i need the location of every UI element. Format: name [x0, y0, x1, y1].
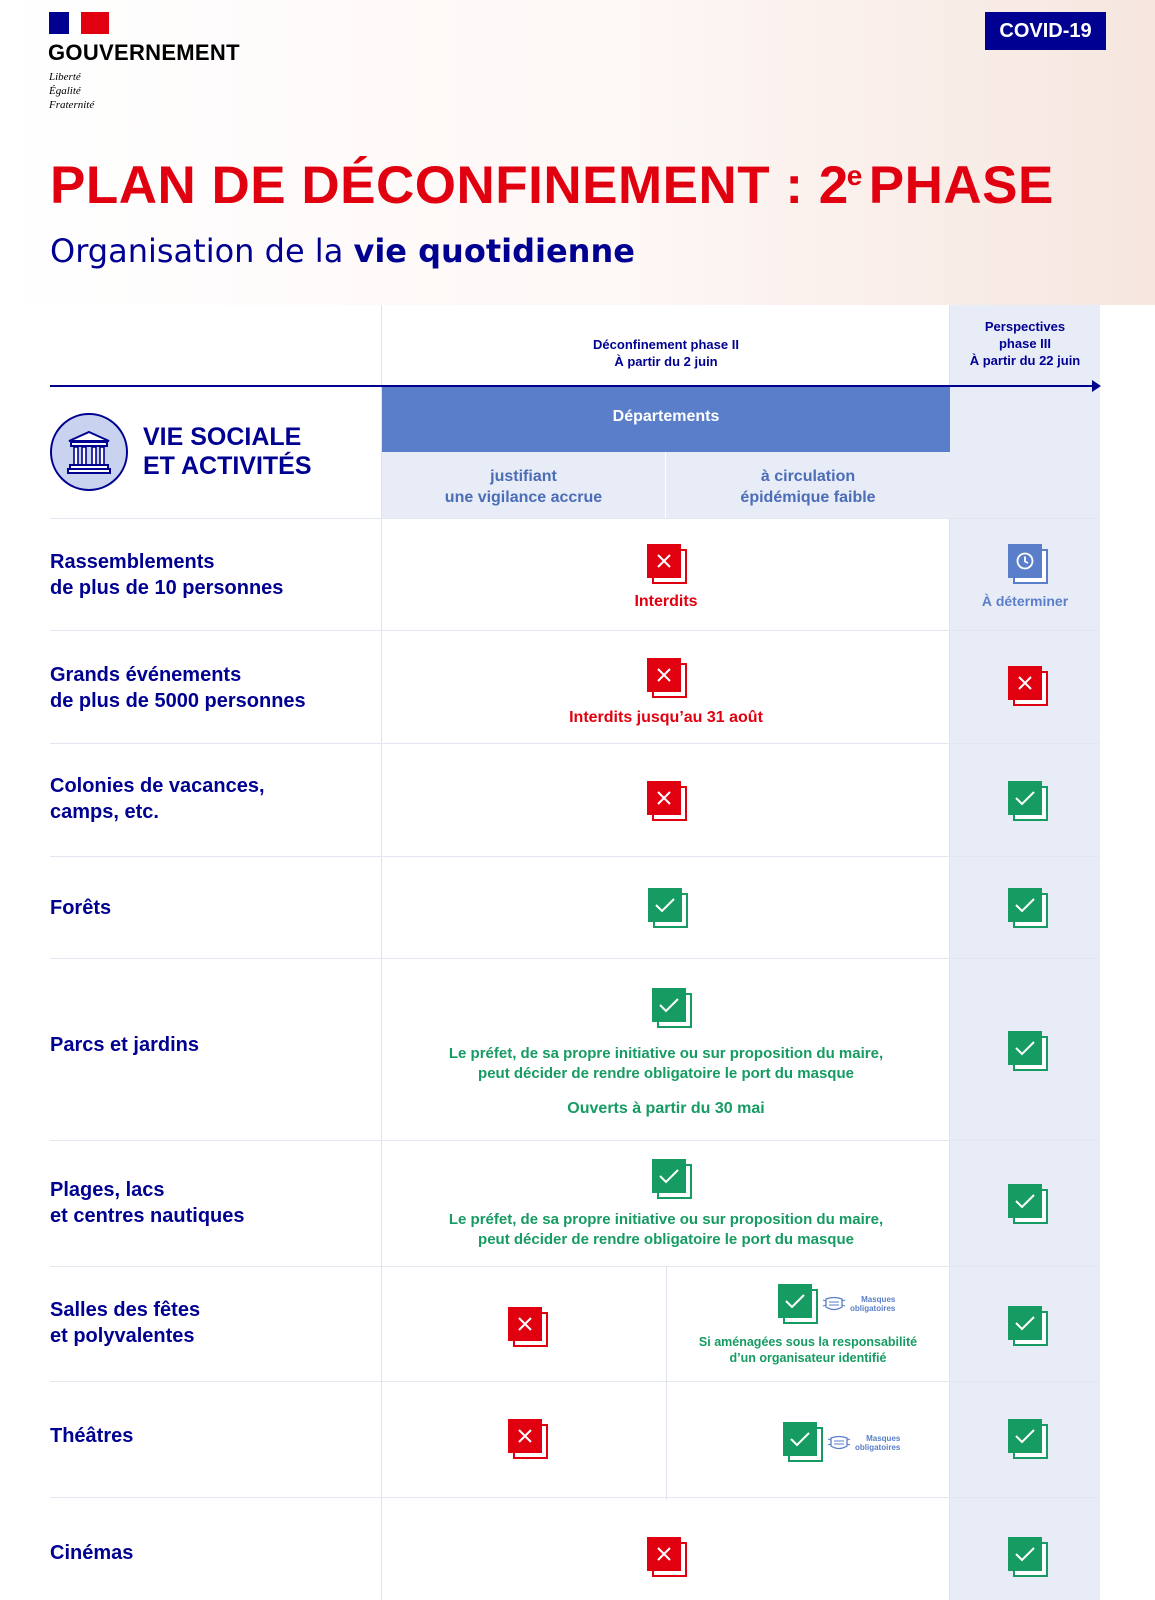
title-end: PHASE — [868, 156, 1054, 215]
x-icon — [647, 658, 687, 698]
building-icon — [50, 413, 128, 491]
covid-badge: COVID-19 — [985, 12, 1106, 50]
clock-icon — [1008, 544, 1048, 584]
row-label-parcs — [50, 1032, 370, 1058]
subtitle-bold: vie quotidienne — [353, 232, 635, 270]
phase2-opening-note: Ouverts à partir du 30 mai — [567, 1100, 765, 1117]
phase3-date: À partir du 22 juin — [969, 353, 1081, 368]
phase3-column-background — [950, 305, 1100, 1600]
page-subtitle — [50, 232, 635, 270]
phase3-header — [950, 318, 1100, 369]
gov-title: GOUVERNEMENT — [48, 40, 240, 65]
x-icon — [508, 1419, 548, 1459]
check-icon — [1008, 888, 1048, 928]
subtitle-plain: Organisation de la — [50, 232, 354, 270]
phase3-title-1: Perspectives — [984, 319, 1066, 334]
motto-fraternite: Fraternité — [49, 99, 95, 111]
row-label-cinemas — [50, 1540, 370, 1566]
row-divider — [50, 958, 1100, 959]
mask-label-line1: Masques — [866, 1434, 901, 1443]
page-title — [50, 155, 1054, 216]
row-divider — [50, 856, 1100, 857]
row-label-line1: Forêts — [50, 897, 112, 919]
x-icon — [647, 544, 687, 584]
row-divider — [50, 518, 1100, 519]
phase2-right-note-line2: d’un organisateur identifié — [729, 1351, 887, 1365]
phase2-title: Déconfinement phase II — [593, 337, 739, 352]
row-label-bold: 10 personnes — [154, 577, 284, 599]
motto — [49, 70, 94, 112]
x-icon — [647, 781, 687, 821]
row-label-line1: Cinémas — [50, 1542, 134, 1564]
check-icon — [648, 888, 688, 928]
check-icon — [1008, 781, 1048, 821]
row-divider — [50, 1497, 1100, 1498]
section-title-line2: ET ACTIVITÉS — [143, 452, 312, 480]
row-divider — [50, 743, 1100, 744]
departments-header: Départements — [382, 387, 950, 452]
row-label-line1: Théâtres — [50, 1425, 134, 1447]
row-label-plages — [50, 1177, 370, 1229]
title-main: PLAN DE DÉCONFINEMENT : 2 — [50, 156, 849, 215]
row-label-theatres — [50, 1423, 370, 1449]
row-divider — [50, 630, 1100, 631]
phase3-title-2: phase III — [998, 336, 1052, 351]
dept-vigilance-header — [382, 452, 666, 518]
mask-label-line1: Masques — [861, 1295, 896, 1304]
divider — [666, 1266, 667, 1500]
row-label-line1: Grands événements — [50, 664, 242, 686]
x-icon — [508, 1307, 548, 1347]
mask-label — [855, 1434, 900, 1452]
row-label-rassemblements — [50, 549, 370, 601]
dept-faible-header — [666, 452, 950, 518]
mask-badge — [827, 1434, 900, 1452]
mask-label-line2: obligatoires — [855, 1443, 901, 1452]
check-icon — [652, 988, 692, 1028]
phase2-note: Interdits — [634, 593, 698, 610]
check-icon — [652, 1159, 692, 1199]
row-label-salles — [50, 1297, 370, 1349]
row-label-line1: Rassemblements — [50, 551, 215, 573]
check-icon — [778, 1284, 818, 1324]
row-label-line2: et centres nautiques — [50, 1205, 245, 1227]
x-icon — [647, 1537, 687, 1577]
phase2-header — [382, 336, 950, 370]
row-divider — [50, 1266, 1100, 1267]
dept-vigilance-line1: justifiant — [490, 468, 557, 485]
phase2-note-line1: Le préfet, de sa propre initiative ou sur proposition du maire, — [448, 1211, 884, 1228]
check-icon — [783, 1422, 823, 1462]
row-label-line2: camps, etc. — [50, 801, 159, 823]
flag-icon — [49, 12, 109, 34]
check-icon — [1008, 1306, 1048, 1346]
check-icon — [1008, 1031, 1048, 1071]
phase3-note: À déterminer — [981, 593, 1069, 609]
mask-label — [850, 1295, 895, 1313]
dept-vigilance-line2: une vigilance accrue — [444, 489, 603, 506]
phase2-note: Interdits jusqu’au 31 août — [569, 709, 763, 726]
row-divider — [50, 1140, 1100, 1141]
arrow-head-icon — [1092, 380, 1101, 392]
dept-faible-line1: à circulation — [760, 468, 856, 485]
row-label-line2 — [50, 688, 370, 714]
check-icon — [1008, 1419, 1048, 1459]
dept-faible-line2: épidémique faible — [740, 489, 876, 506]
row-label-line1: Plages, lacs — [50, 1179, 165, 1201]
phase2-note — [382, 1210, 950, 1250]
section-title-line1: VIE SOCIALE — [143, 423, 302, 451]
check-icon — [1008, 1537, 1048, 1577]
mask-icon — [827, 1435, 851, 1451]
title-sup: e — [846, 160, 863, 191]
row-label-line1: Salles des fêtes — [50, 1299, 201, 1321]
row-label-line1: Colonies de vacances, — [50, 775, 265, 797]
mask-icon — [822, 1296, 846, 1312]
row-label-plain: de plus de — [50, 690, 155, 712]
row-label-line1: Parcs et jardins — [50, 1034, 199, 1056]
phase2-note-line2: peut décider de rendre obligatoire le port du masque — [478, 1231, 854, 1248]
motto-liberte: Liberté — [49, 71, 81, 83]
row-label-forets — [50, 895, 370, 921]
row-divider — [50, 1381, 1100, 1382]
mask-badge — [822, 1295, 895, 1313]
row-label-line2 — [50, 575, 370, 601]
motto-egalite: Égalité — [49, 85, 81, 97]
row-label-line2: et polyvalentes — [50, 1325, 195, 1347]
row-label-grands-evenements — [50, 662, 370, 714]
mask-label-line2: obligatoires — [850, 1304, 896, 1313]
phase2-date: À partir du 2 juin — [614, 354, 718, 369]
phase2-right-note — [666, 1334, 950, 1366]
check-icon — [1008, 1184, 1048, 1224]
section-title — [143, 423, 312, 481]
phase2-note-line2: peut décider de rendre obligatoire le port du masque — [478, 1065, 854, 1082]
phase2-right-note-line1: Si aménagées sous la responsabilité — [698, 1335, 918, 1349]
phase2-note — [382, 1044, 950, 1084]
row-label-plain: de plus de — [50, 577, 155, 599]
phase2-note-line1: Le préfet, de sa propre initiative ou sur proposition du maire, — [448, 1045, 884, 1062]
row-label-colonies — [50, 773, 370, 825]
x-icon — [1008, 666, 1048, 706]
row-label-bold: 5000 personnes — [154, 690, 306, 712]
